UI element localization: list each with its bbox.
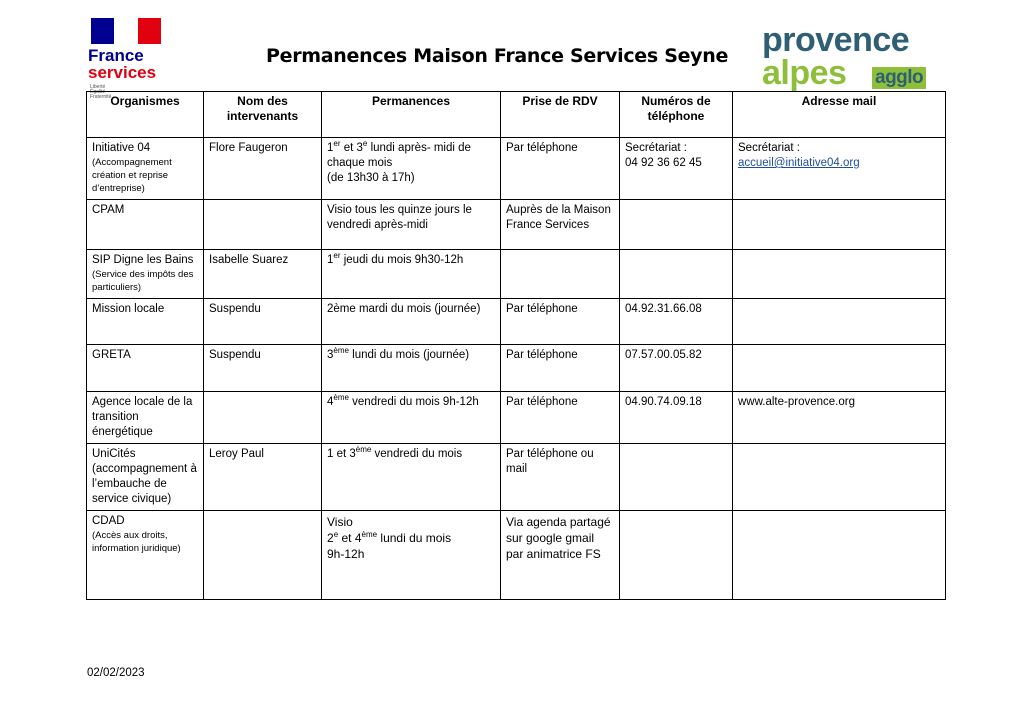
cell-rdv: Via agenda partagé sur google gmail par animatrice FS [501,511,620,600]
cell-intervenant [204,511,322,600]
cell-mail [733,200,946,250]
cell-intervenant: Flore Faugeron [204,138,322,200]
cell-telephone: 04.92.31.66.08 [620,299,733,345]
cell-telephone [620,250,733,299]
cell-mail [733,250,946,299]
organisme-description: (Service des impôts des particuliers) [92,269,194,293]
cell-intervenant: Suspendu [204,299,322,345]
footer-date: 02/02/2023 [87,667,145,679]
column-header-telephone: Numéros de téléphone [620,92,733,138]
table-row [87,345,946,392]
cell-rdv [501,250,620,299]
france-services-motto: Liberté Égalité Fraternité [90,84,112,100]
cell-permanence: 4ème vendredi du mois 9h-12h [322,392,501,444]
cell-mail: Secrétariat : accueil@initiative04.org [733,138,946,200]
provence-alpes-logo-badge: agglo [872,67,926,89]
table-row [87,138,946,200]
cell-rdv: Par téléphone [501,392,620,444]
table-row [87,444,946,511]
cell-organisme: GRETA [87,345,204,392]
column-header-mail: Adresse mail [733,92,946,138]
cell-rdv: Par téléphone ou mail [501,444,620,511]
cell-mail [733,345,946,392]
provence-alpes-logo-line1: provence [762,21,910,59]
cell-organisme: CDAD (Accès aux droits, information juridique) [87,511,204,600]
table-row [87,511,946,600]
cell-mail [733,511,946,600]
cell-organisme: Initiative 04 (Accompagnement création et reprise d’entreprise) [87,138,204,200]
permanences-table [86,91,946,600]
france-services-logo-line2: services [88,63,157,82]
cell-organisme: UniCités (accompagnement à l’embauche de service civique) [87,444,204,511]
cell-telephone [620,444,733,511]
column-header-intervenants: Nom des intervenants [204,92,322,138]
column-header-organismes: Organismes [87,92,204,138]
cell-permanence: 1 et 3ème vendredi du mois [322,444,501,511]
table-row [87,299,946,345]
cell-telephone [620,511,733,600]
cell-organisme: Agence locale de la transition énergétique [87,392,204,444]
marianne-flag-icon [91,18,161,44]
email-link[interactable]: accueil@initiative04.org [738,157,860,169]
cell-intervenant [204,200,322,250]
cell-rdv: Par téléphone [501,299,620,345]
table-row [87,250,946,299]
cell-organisme: Mission locale [87,299,204,345]
cell-rdv: Auprès de la Maison France Services [501,200,620,250]
cell-telephone: Secrétariat : 04 92 36 62 45 [620,138,733,200]
cell-permanence: 3ème lundi du mois (journée) [322,345,501,392]
cell-organisme: SIP Digne les Bains (Service des impôts des particuliers) [87,250,204,299]
column-header-permanences: Permanences [322,92,501,138]
table-row [87,200,946,250]
cell-permanence: 1er jeudi du mois 9h30-12h [322,250,501,299]
cell-mail [733,444,946,511]
cell-intervenant: Isabelle Suarez [204,250,322,299]
cell-telephone [620,200,733,250]
cell-intervenant: Suspendu [204,345,322,392]
column-header-rdv: Prise de RDV [501,92,620,138]
table-header-row [87,92,946,138]
table-row [87,392,946,444]
cell-intervenant: Leroy Paul [204,444,322,511]
cell-intervenant [204,392,322,444]
cell-rdv: Par téléphone [501,345,620,392]
cell-rdv: Par téléphone [501,138,620,200]
cell-organisme: CPAM [87,200,204,250]
organisme-description: (Accompagnement création et reprise d’entreprise) [92,157,172,194]
france-services-logo [88,16,178,102]
cell-telephone: 07.57.00.05.82 [620,345,733,392]
organisme-description: (Accès aux droits, information juridique) [92,530,181,554]
cell-mail: www.alte-provence.org [733,392,946,444]
cell-mail [733,299,946,345]
cell-telephone: 04.90.74.09.18 [620,392,733,444]
cell-permanence: Visio tous les quinze jours le vendredi après-midi [322,200,501,250]
france-services-logo-line1: France [88,46,144,65]
cell-permanence: 1er et 3e lundi après- midi de chaque mois (de 13h30 à 17h) [322,138,501,200]
cell-permanence: 2ème mardi du mois (journée) [322,299,501,345]
provence-alpes-logo-line2: alpes [762,54,847,92]
page-title: Permanences Maison France Services Seyne [266,45,729,67]
cell-permanence: Visio 2e et 4ème lundi du mois 9h-12h [322,511,501,600]
